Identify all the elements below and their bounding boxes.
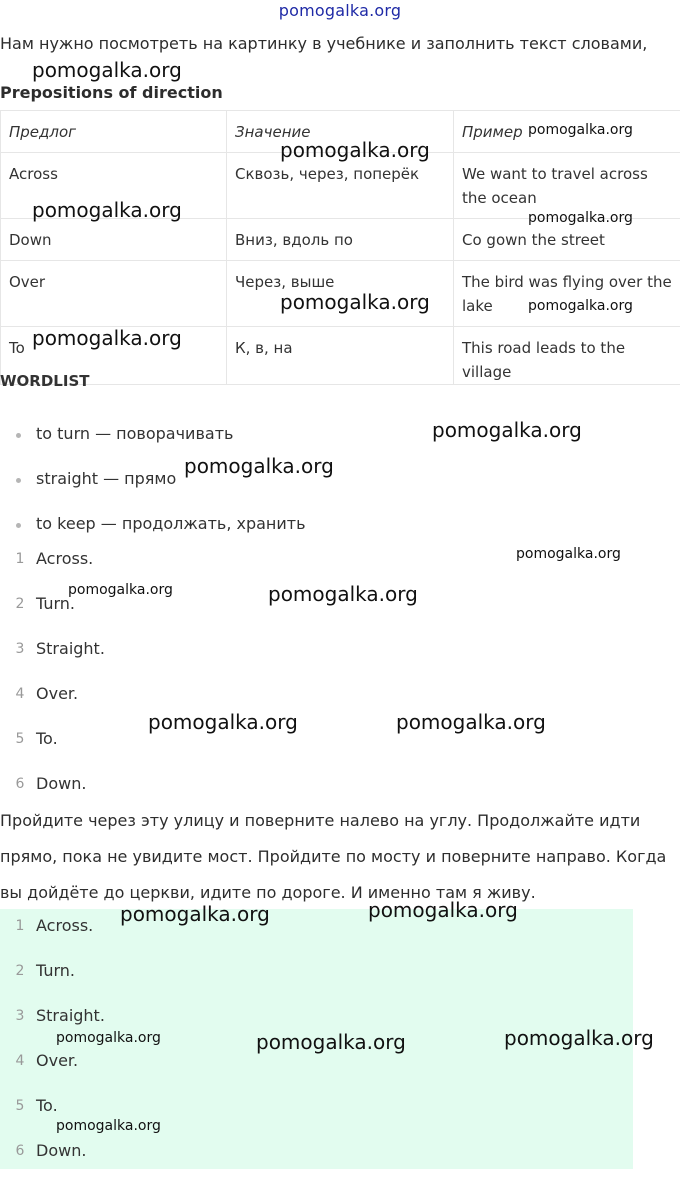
table-cell: We want to travel across the ocean bbox=[454, 153, 680, 219]
watermark: pomogalka.org bbox=[280, 138, 430, 162]
watermark: pomogalka.org bbox=[528, 122, 633, 138]
watermark: pomogalka.org bbox=[184, 454, 334, 478]
answer-text: Across. bbox=[36, 541, 93, 577]
watermark: pomogalka.org bbox=[504, 1026, 654, 1050]
table-cell: К, в, на bbox=[227, 327, 454, 385]
watermark: pomogalka.org bbox=[256, 1030, 406, 1054]
wordlist-title: WORDLIST bbox=[0, 372, 89, 390]
answer-text: Across. bbox=[36, 908, 93, 944]
item-number: 6 bbox=[14, 1133, 26, 1169]
item-number: 1 bbox=[14, 908, 26, 944]
item-number: 6 bbox=[14, 766, 26, 802]
wordlist-entry: straight — прямо bbox=[36, 461, 176, 497]
item-number: 4 bbox=[14, 1043, 26, 1079]
watermark: pomogalka.org bbox=[56, 1030, 161, 1046]
table-cell: Сквозь, через, поперёк bbox=[227, 153, 454, 219]
wordlist-entry: to keep — продолжать, хранить bbox=[36, 506, 306, 542]
answer-text: Turn. bbox=[36, 586, 75, 622]
answer-text: Turn. bbox=[36, 953, 75, 989]
watermark: pomogalka.org bbox=[368, 898, 518, 922]
table-title: Prepositions of direction bbox=[0, 83, 223, 102]
item-number: 2 bbox=[14, 953, 26, 989]
watermark: pomogalka.org bbox=[432, 418, 582, 442]
item-number: 1 bbox=[14, 541, 26, 577]
answer-text: To. bbox=[36, 721, 58, 757]
table-cell: This road leads to the village bbox=[454, 327, 680, 385]
watermark: pomogalka.org bbox=[56, 1118, 161, 1134]
answer-text: Over. bbox=[36, 676, 78, 712]
table-cell: To bbox=[1, 327, 227, 385]
watermark: pomogalka.org bbox=[516, 546, 621, 562]
header-cell: Значение bbox=[227, 111, 454, 153]
translation-paragraph: Пройдите через эту улицу и поверните налево на углу. Продолжайте идти прямо, пока не увидите мост. Пройдите по мосту и поверните направо. Когда вы дойдёте до церкви, идите по дороге. И именно там я живу. bbox=[0, 803, 680, 911]
answer-text: Straight. bbox=[36, 998, 105, 1034]
item-number: 5 bbox=[14, 721, 26, 757]
watermark: pomogalka.org bbox=[528, 298, 633, 314]
item-number: 5 bbox=[14, 1088, 26, 1124]
watermark: pomogalka.org bbox=[268, 582, 418, 606]
bullet-icon bbox=[16, 523, 21, 528]
watermark: pomogalka.org bbox=[32, 58, 182, 82]
watermark: pomogalka.org bbox=[32, 198, 182, 222]
answer-text: To. bbox=[36, 1088, 58, 1124]
watermark: pomogalka.org bbox=[120, 902, 270, 926]
watermark: pomogalka.org bbox=[148, 710, 298, 734]
answer-text: Over. bbox=[36, 1043, 78, 1079]
answer-text: Down. bbox=[36, 1133, 86, 1169]
item-number: 4 bbox=[14, 676, 26, 712]
answer-text: Straight. bbox=[36, 631, 105, 667]
watermark: pomogalka.org bbox=[528, 210, 633, 226]
table-cell: Over bbox=[1, 261, 227, 327]
table-cell: Co gown the street bbox=[454, 219, 680, 261]
site-logo[interactable]: pomogalka.org bbox=[0, 1, 680, 20]
answer-text: Down. bbox=[36, 766, 86, 802]
wordlist-entry: to turn — поворачивать bbox=[36, 416, 233, 452]
watermark: pomogalka.org bbox=[68, 582, 173, 598]
table-cell: Через, выше bbox=[227, 261, 454, 327]
bullet-icon bbox=[16, 478, 21, 483]
header-cell: Предлог bbox=[1, 111, 227, 153]
watermark: pomogalka.org bbox=[396, 710, 546, 734]
watermark: pomogalka.org bbox=[32, 326, 182, 350]
item-number: 3 bbox=[14, 631, 26, 667]
intro-text: Нам нужно посмотреть на картинку в учебнике и заполнить текст словами, bbox=[0, 34, 647, 53]
watermark: pomogalka.org bbox=[280, 290, 430, 314]
table-cell: Down bbox=[1, 219, 227, 261]
table-cell: Вниз, вдоль по bbox=[227, 219, 454, 261]
item-number: 3 bbox=[14, 998, 26, 1034]
table-cell: Across bbox=[1, 153, 227, 219]
header-cell: Пример bbox=[454, 111, 680, 153]
item-number: 2 bbox=[14, 586, 26, 622]
bullet-icon bbox=[16, 433, 21, 438]
table-cell: The bird was flying over the lake bbox=[454, 261, 680, 327]
